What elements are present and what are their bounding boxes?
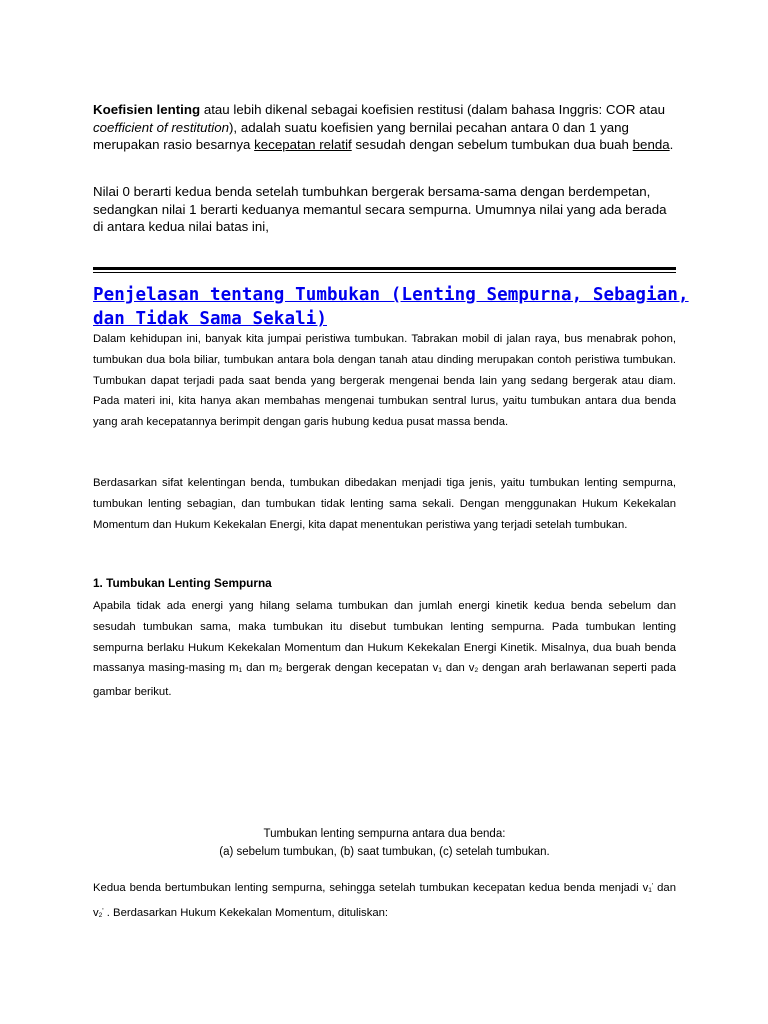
divider-thick (93, 267, 676, 270)
figure-caption (93, 825, 676, 861)
link-benda[interactable]: benda (632, 137, 670, 152)
link-kecepatan-relatif[interactable]: kecepatan relatif (254, 137, 352, 152)
italic-term: coefficient of restitution (93, 119, 229, 135)
caption-line-2: (a) sebelum tumbukan, (b) saat tumbukan, (c) setelah tumbukan. (219, 846, 550, 858)
divider-thin (93, 272, 676, 273)
subsection-paragraph: Apabila tidak ada energi yang hilang selama tumbukan dan jumlah energi kinetik kedua benda sebelum dan sesudah tumbukan sama, maka tumbukan itu disebut tumbukan lenting sempurna. Pada tumbukan lenting sempurna berlaku Hukum Kekekalan Momentum dan Hukum Kekekalan Energi Kinetik. Misalnya, dua buah benda massanya masing-masing $m_1$ dan $m_2$ bergerak dengan kecepatan $v_1$ dan $v_2$ dengan arah berlawanan seperti pada gambar berikut. (93, 600, 676, 699)
term-koefisien-lenting: Koefisien lenting (93, 102, 201, 117)
intro-paragraph-1: Koefisien lenting atau lebih dikenal sebagai koefisien restitusi (dalam bahasa Inggris: COR atau coefficient of restitution), adalah suatu koefisien yang bernilai pecahan antara 0 dan 1 yang merupakan rasio besarnya kecepatan relatif sesudah dengan sebelum tumbukan dua buah benda. (93, 102, 674, 152)
body-paragraph-3: Kedua benda bertumbukan lenting sempurna, sehingga setelah tumbukan kecepatan kedua benda menjadi $v_1'$ dan $v_2'$ . Berdasarkan Hukum Kekekalan Momentum, dituliskan: (93, 882, 676, 919)
caption-line-1: Tumbukan lenting sempurna antara dua benda: (263, 828, 506, 840)
subsection-title: 1. Tumbukan Lenting Sempurna (93, 576, 272, 590)
intro-paragraph-2: Nilai 0 berarti kedua benda setelah tumbuhkan bergerak bersama-sama dengan berdempetan, sedangkan nilai 1 berarti keduanya memantul secara sempurna. Umumnya nilai yang ada berada di antara kedua nilai batas ini, (93, 184, 667, 234)
body-paragraph-2: Berdasarkan sifat kelentingan benda, tumbukan dibedakan menjadi tiga jenis, yaitu tumbukan lenting sempurna, tumbukan lenting sebagian, dan tumbukan tidak lenting sama sekali. Dengan menggunakan Hukum Kekekalan Momentum dan Hukum Kekekalan Energi, kita dapat menentukan peristiwa yang terjadi setelah tumbukan. (93, 477, 676, 531)
section-heading-link[interactable]: Penjelasan tentang Tumbukan (Lenting Sempurna, Sebagian, dan Tidak Sama Sekali) (93, 285, 689, 329)
body-paragraph-1: Dalam kehidupan ini, banyak kita jumpai peristiwa tumbukan. Tabrakan mobil di jalan raya, bus menabrak pohon, tumbukan dua bola biliar, tumbukan antara bola dengan tanah atau dinding merupakan contoh peristiwa tumbukan. Tumbukan dapat terjadi pada saat benda yang bergerak mengenai benda lain yang sedang bergerak atau diam. Pada materi ini, kita hanya akan membahas mengenai tumbukan sentral lurus, yaitu tumbukan antara dua benda yang arah kecepatannya berimpit dengan garis hubung kedua pusat massa benda. (93, 333, 676, 429)
